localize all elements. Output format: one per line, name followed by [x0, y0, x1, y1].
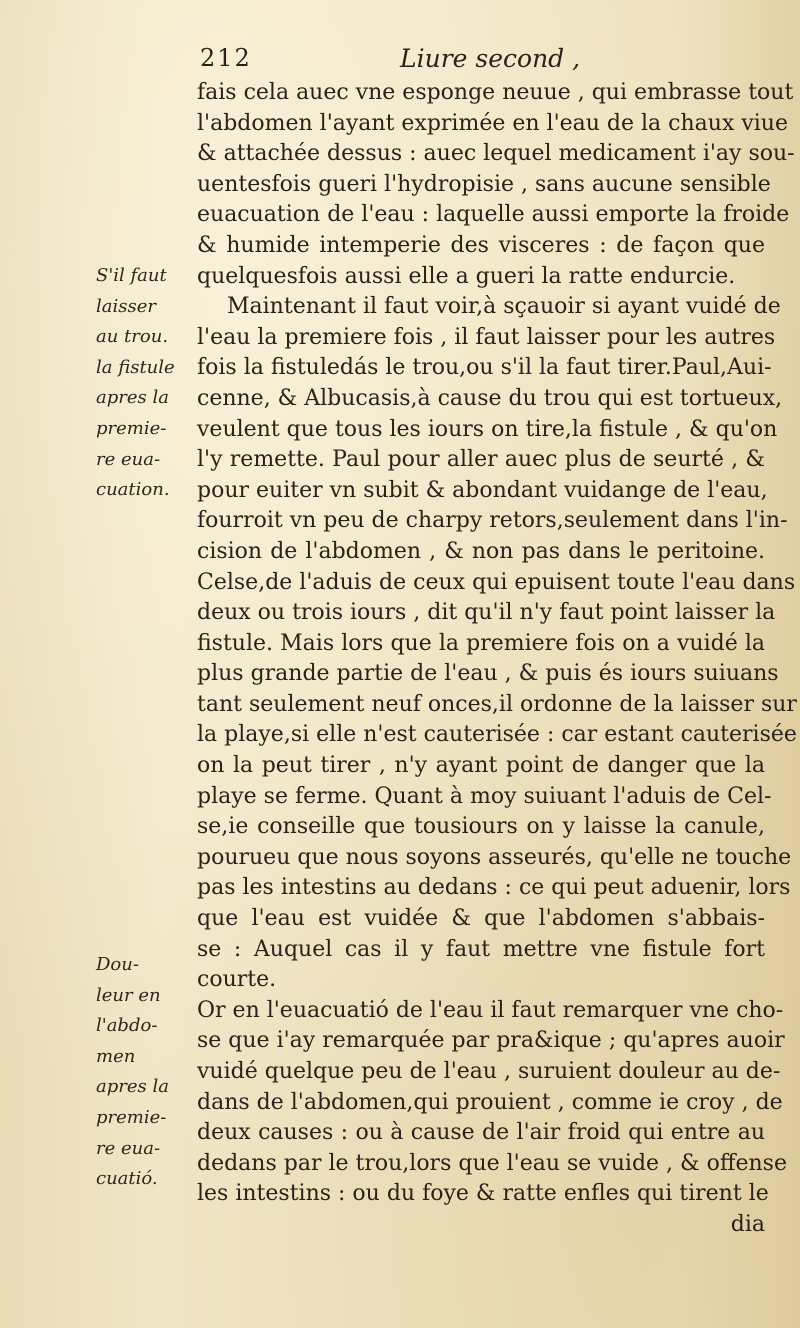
text-line: uentesfois gueri l'hydropisie , sans aucune sensible [197, 171, 771, 197]
text-line: Maintenant il faut voir,à sçauoir si ayant vuidé de [227, 294, 781, 320]
text-line: cenne, & Albucasis,à cause du trou qui est tortueux, [197, 385, 783, 411]
text-line: l'y remette. Paul pour aller auec plus de seurté , & [197, 447, 765, 473]
text-line: Or en l'euacuatió de l'eau il faut remarquer vne cho- [197, 997, 784, 1023]
text-line: veulent que tous les iours on tire,la fistule , & qu'on [197, 416, 778, 442]
marginal-note-fistula [96, 261, 196, 506]
text-line: quelquesfois aussi elle a gueri la ratte endurcie. [197, 263, 736, 289]
text-line: courte. [197, 967, 277, 993]
text-line: que l'eau est vuidée & que l'abdomen s'abbais- [197, 906, 765, 932]
text-line: dans de l'abdomen,qui prouient , comme ie croy , de [197, 1089, 783, 1115]
text-line: fourroit vn peu de charpy retors,seulement dans l'in- [197, 508, 788, 534]
marginal-note-line: apres la [96, 387, 169, 409]
marginal-note-line: apres la [96, 1076, 169, 1098]
text-line: plus grande partie de l'eau , & puis és iours suiuans [197, 661, 779, 687]
marginal-note-pain [96, 950, 196, 1195]
marginal-note-line: men [96, 1045, 136, 1067]
text-line: se : Auquel cas il y faut mettre vne fistule fort [197, 936, 765, 962]
text-line: les intestins : ou du foye & ratte enfles qui tirent le [197, 1181, 769, 1207]
marginal-note-line: Dou- [96, 954, 139, 975]
text-line: & humide intemperie des visceres : de façon que [197, 232, 765, 258]
marginal-note-line: S'il faut [96, 265, 167, 286]
text-line: fistule. Mais lors que la premiere fois on a vuidé la [197, 630, 765, 656]
marginal-note-line: laisser [96, 295, 156, 317]
marginal-note-line: cuatió. [96, 1168, 158, 1190]
marginal-note-line: re eua- [96, 448, 161, 470]
running-head [200, 44, 760, 74]
marginal-note-line: leur en [96, 984, 161, 1006]
text-line: pour euiter vn subit & abondant vuidange de l'eau, [197, 477, 768, 503]
marginal-note-line: re eua- [96, 1137, 161, 1159]
text-line: tant seulement neuf onces,il ordonne de la laisser sur [197, 691, 797, 717]
text-line: l'eau la premiere fois , il faut laisser pour les autres [197, 324, 776, 350]
text-line: se que i'ay remarquée par pra&ique ; qu'apres auoir [197, 1028, 785, 1054]
body-text [197, 78, 797, 1241]
marginal-note-line: premie- [96, 417, 167, 439]
text-line: la playe,si elle n'est cauterisée : car estant cauterisée [197, 722, 797, 748]
text-line: on la peut tirer , n'y ayant point de danger que la [197, 753, 765, 779]
text-line: se,ie conseille que tousiours on y laisse la canule, [197, 814, 765, 840]
text-line: vuidé quelque peu de l'eau , suruient douleur au de- [197, 1059, 781, 1084]
text-line: dedans par le trou,lors que l'eau se vuide , & offense [197, 1150, 787, 1176]
text-line: playe se ferme. Quant à moy suiuant l'aduis de Cel- [197, 783, 772, 809]
marginal-note-line: l'abdo- [96, 1015, 158, 1037]
text-line: Celse,de l'aduis de ceux qui epuisent toute l'eau dans [197, 569, 796, 595]
text-line: fais cela auec vne esponge neuue , qui embrasse tout [197, 80, 794, 105]
text-line: & attachée dessus : auec lequel medicament i'ay sou- [197, 141, 795, 167]
marginal-note-line: premie- [96, 1106, 167, 1128]
catchword: dia [730, 1211, 765, 1237]
text-line: euacuation de l'eau : laquelle aussi emporte la froide [197, 202, 790, 228]
text-line: cision de l'abdomen , & non pas dans le peritoine. [197, 538, 765, 564]
running-title: Liure second , [400, 44, 581, 73]
marginal-note-line: au trou. [96, 326, 169, 348]
text-line: pas les intestins au dedans : ce qui peut aduenir, lors [197, 875, 791, 901]
text-line: pourueu que nous soyons asseurés, qu'elle ne touche [197, 844, 792, 870]
marginal-note-line: cuation. [96, 479, 170, 501]
text-line: l'abdomen l'ayant exprimée en l'eau de la chaux viue [197, 110, 788, 136]
text-line: fois la fistuledás le trou,ou s'il la faut tirer.Paul,Aui- [197, 355, 772, 381]
text-line: deux ou trois iours , dit qu'il n'y faut point laisser la [197, 600, 776, 626]
marginal-note-line: la fistule [96, 356, 175, 378]
page-number: 212 [200, 44, 252, 72]
text-line: deux causes : ou à cause de l'air froid qui entre au [197, 1120, 765, 1146]
